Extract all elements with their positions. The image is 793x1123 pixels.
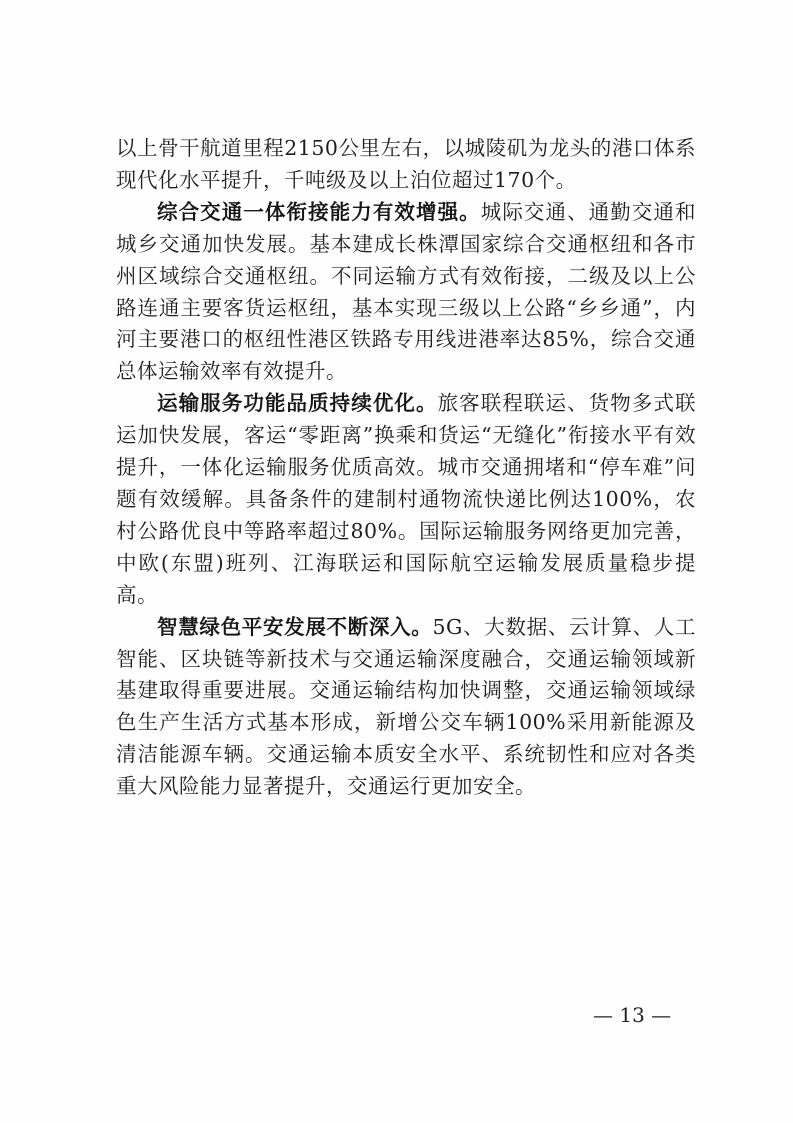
paragraph-text: 旅客联程联运、货物多式联运加快发展，客运“零距离”换乘和货运“无缝化”衔接水平有效提升，一体化运输服务优质高效。城市交通拥堵和“停车难”问题有效缓解。具备条件的建制村通物流快递比例达100%，农村公路优良中等路率超过80%。国际运输服务网络更加完善，中欧(东盟)班列、江海联运和国际航空运输发展质量稳步提高。: [116, 391, 697, 607]
body-text: [116, 133, 696, 803]
paragraph-text: 以上骨干航道里程2150公里左右，以城陵矶为龙头的港口体系现代化水平提升，千吨级及以上泊位超过170个。: [116, 136, 696, 192]
paragraph-smart-green-safe: [116, 612, 696, 803]
page-number: — 13 —: [593, 1003, 672, 1027]
paragraph-lead-heading: 综合交通一体衔接能力有效增强。: [157, 199, 481, 224]
paragraph-lead-heading: 智慧绿色平安发展不断深入。: [157, 614, 433, 639]
paragraph-continuation: [116, 133, 696, 197]
paragraph-transport-service: [116, 388, 696, 611]
paragraph-text: 城际交通、通勤交通和城乡交通加快发展。基本建成长株潭国家综合交通枢纽和各市州区域综合交通枢纽。不同运输方式有效衔接，二级及以上公路连通主要客货运枢纽，基本实现三级以上公路“乡乡通”，内河主要港口的枢纽性港区铁路专用线进港率达85%，综合交通总体运输效率有效提升。: [116, 199, 696, 384]
paragraph-text: 5G、大数据、云计算、人工智能、区块链等新技术与交通运输深度融合，交通运输领域新基建取得重要进展。交通运输结构加快调整，交通运输领域绿色生产生活方式基本形成，新增公交车辆100%采用新能源及清洁能源车辆。交通运输本质安全水平、系统韧性和应对各类重大风险能力显著提升，交通运行更加安全。: [116, 614, 697, 799]
paragraph-integrated-transport: [116, 197, 696, 388]
paragraph-lead-heading: 运输服务功能品质持续优化。: [157, 391, 438, 416]
